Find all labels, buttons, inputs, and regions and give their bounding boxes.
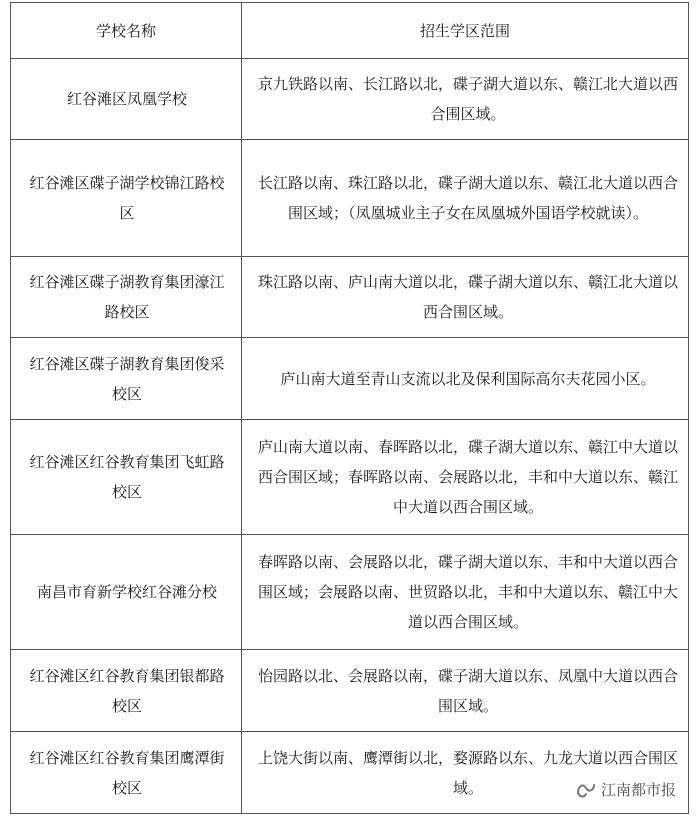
school-name-cell: 红谷滩区碟子湖教育集团俊采校区 xyxy=(11,338,242,420)
header-zone-range: 招生学区范围 xyxy=(242,3,689,59)
zone-range-cell: 庐山南大道至青山支流以北及保利国际高尔夫花园小区。 xyxy=(242,338,689,420)
zone-range-cell: 庐山南大道以南、春晖路以北，碟子湖大道以东、赣江中大道以西合围区域；春晖路以南、会展路以北，丰和中大道以东、赣江中大道以西合围区域。 xyxy=(242,420,689,535)
wechat-channel-icon xyxy=(575,780,597,800)
table-row xyxy=(11,59,689,140)
source-watermark xyxy=(571,777,680,802)
zone-range-cell: 京九铁路以南、长江路以北，碟子湖大道以东、赣江北大道以西合围区域。 xyxy=(242,59,689,140)
watermark-text: 江南都市报 xyxy=(600,781,676,799)
school-name-cell: 红谷滩区碟子湖教育集团濠江路校区 xyxy=(11,257,242,338)
zone-range-cell: 珠江路以南、庐山南大道以北，碟子湖大道以东、赣江北大道以西合围区域。 xyxy=(242,257,689,338)
zone-range-cell: 长江路以南、珠江路以北，碟子湖大道以东、赣江北大道以西合围区域；（凤凰城业主子女在凤凰城外国语学校就读）。 xyxy=(242,140,689,257)
zone-range-cell: 春晖路以南、会展路以北，碟子湖大道以东、丰和中大道以西合围区域；会展路以南、世贸路以北，丰和中大道以东、赣江中大道以西合围区域。 xyxy=(242,535,689,650)
school-name-cell: 红谷滩区红谷教育集团银都路校区 xyxy=(11,650,242,732)
enrollment-zone-table xyxy=(10,2,689,814)
table-row xyxy=(11,420,689,535)
table-row xyxy=(11,535,689,650)
table-row xyxy=(11,650,689,732)
zone-range-cell: 怡园路以北、会展路以南，碟子湖大道以东、凤凰中大道以西合围区域。 xyxy=(242,650,689,732)
school-name-cell: 红谷滩区红谷教育集团鹰潭街校区 xyxy=(11,732,242,814)
school-name-cell: 南昌市育新学校红谷滩分校 xyxy=(11,535,242,650)
school-name-cell: 红谷滩区红谷教育集团飞虹路校区 xyxy=(11,420,242,535)
table-row xyxy=(11,338,689,420)
header-school-name: 学校名称 xyxy=(11,3,242,59)
zone-range-cell: 上饶大街以南、鹰潭街以北，婺源路以东、九龙大道以西合围区域。 xyxy=(242,732,689,814)
table-row xyxy=(11,257,689,338)
school-name-cell: 红谷滩区凤凰学校 xyxy=(11,59,242,140)
table-header-row xyxy=(11,3,689,59)
school-name-cell: 红谷滩区碟子湖学校锦江路校区 xyxy=(11,140,242,257)
table-row xyxy=(11,140,689,257)
